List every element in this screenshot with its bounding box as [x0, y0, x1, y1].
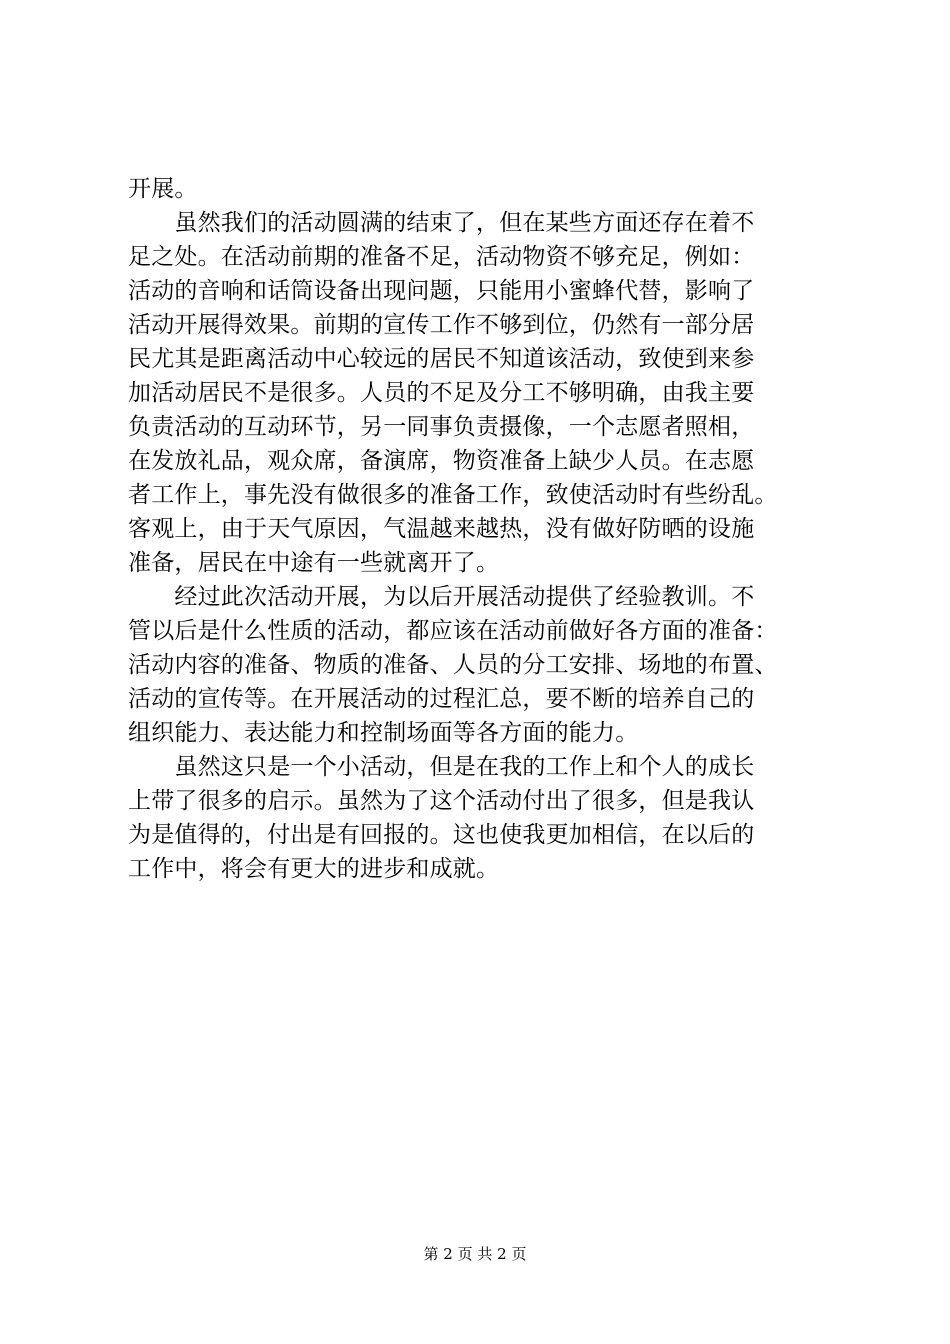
- text-line: 准备，居民在中途有一些就离开了。: [128, 550, 500, 576]
- text-line: 加活动居民不是很多。人员的不足及分工不够明确，由我主要: [128, 380, 755, 406]
- text-line: 负责活动的互动环节，另一同事负责摄像，一个志愿者照相，: [128, 414, 755, 440]
- text-line: 组织能力、表达能力和控制场面等各方面的能力。: [128, 720, 639, 746]
- text-line: 客观上，由于天气原因，气温越来越热，没有做好防晒的设施: [128, 516, 755, 542]
- text-line: 足之处。在活动前期的准备不足，活动物资不够充足，例如：: [128, 244, 755, 270]
- page-number-label: 第 2 页 共 2 页: [423, 1245, 527, 1263]
- text-line: 上带了很多的启示。虽然为了这个活动付出了很多，但是我认: [128, 788, 755, 814]
- text-line: 活动内容的准备、物质的准备、人员的分工安排、场地的布置、: [128, 652, 778, 678]
- text-line: 活动开展得效果。前期的宣传工作不够到位，仍然有一部分居: [128, 312, 755, 338]
- text-line: 经过此次活动开展，为以后开展活动提供了经验教训。不: [128, 584, 755, 610]
- text-line: 开展。: [128, 176, 198, 202]
- body-text: [128, 172, 836, 886]
- text-line: 活动的宣传等。在开展活动的过程汇总，要不断的培养自己的: [128, 686, 755, 712]
- text-line: 在发放礼品，观众席，备演席，物资准备上缺少人员。在志愿: [128, 448, 755, 474]
- text-line: 虽然这只是一个小活动，但是在我的工作上和个人的成长: [128, 754, 755, 780]
- page-footer: [0, 1243, 950, 1264]
- text-line: 工作中，将会有更大的进步和成就。: [128, 856, 500, 882]
- text-line: 为是值得的，付出是有回报的。这也使我更加相信，在以后的: [128, 822, 755, 848]
- text-line: 虽然我们的活动圆满的结束了，但在某些方面还存在着不: [128, 210, 755, 236]
- text-line: 管以后是什么性质的活动，都应该在活动前做好各方面的准备：: [128, 618, 778, 644]
- text-line: 民尤其是距离活动中心较远的居民不知道该活动，致使到来参: [128, 346, 755, 372]
- text-line: 活动的音响和话筒设备出现问题，只能用小蜜蜂代替，影响了: [128, 278, 755, 304]
- text-line: 者工作上，事先没有做很多的准备工作，致使活动时有些纷乱。: [128, 482, 778, 508]
